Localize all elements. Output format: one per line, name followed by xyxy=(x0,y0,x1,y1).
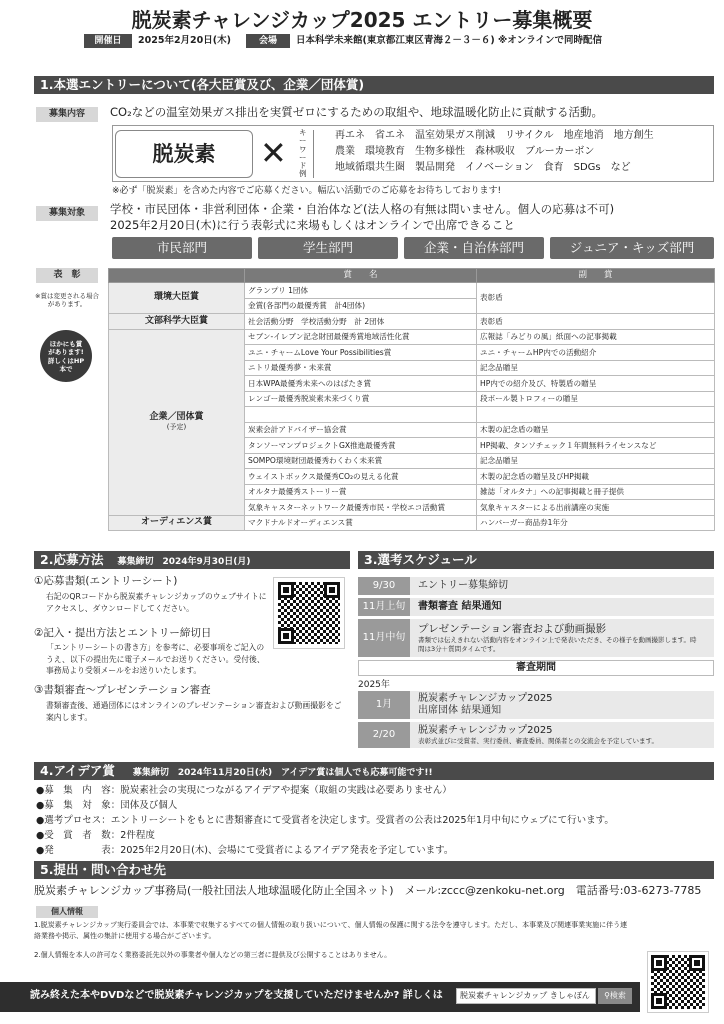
award-extra: 気象キャスターによる出前講座の実施 xyxy=(477,500,715,516)
award-extra: 記念品贈呈 xyxy=(477,360,715,376)
step-body: 右記のQRコードから脱炭素チャレンジカップのウェブサイトにアクセスし、ダウンロードしてください。 xyxy=(46,592,267,613)
award-name: ユニ・チャームLove Your Possibilities賞 xyxy=(245,345,477,361)
footer-text: 読み終えた本やDVDなどで脱炭素チャレンジカップを支援していただけませんか? 詳しくは xyxy=(30,990,443,1001)
step-body: 「エントリーシートの書き方」を参考に、必要事項をご記入のうえ、以下の提出先に電子メールでお送りください。受付後、事務局より受領メールをお送りいたします。 xyxy=(46,643,265,676)
more-awards-bubble: ほかにも賞があります!詳しくはHP本で xyxy=(40,330,92,382)
section2-heading xyxy=(34,551,350,569)
award-tag: 表 彰 xyxy=(36,268,98,283)
schedule-text: エントリー募集締切 xyxy=(418,579,508,591)
schedule-text: 脱炭素チャレンジカップ2025 xyxy=(418,724,553,736)
step-body: 書類審査後、通過団体にはオンラインのプレゼンテーション審査および動画撮影をご案内します。 xyxy=(46,701,342,722)
idea-item: ●募 集 対 象：団体及び個人 xyxy=(36,800,178,811)
category-pill: 市民部門 xyxy=(112,237,252,259)
schedule-cell xyxy=(410,623,698,653)
schedule-date: 11月上旬 xyxy=(358,598,410,616)
schedule-date: 2/20 xyxy=(358,722,410,748)
award-extra: 表彰盾 xyxy=(477,283,715,314)
award-category-label: 文部科学大臣賞 xyxy=(144,315,208,326)
schedule-row xyxy=(358,691,714,719)
award-category xyxy=(109,329,245,515)
date-label: 開催日 xyxy=(84,34,132,48)
page-title: 脱炭素チャレンジカップ2025 エントリー募集概要 xyxy=(131,8,593,32)
schedule-text: 脱炭素チャレンジカップ2025 xyxy=(418,692,553,704)
section5-heading: 5.提出・問い合わせ先 xyxy=(34,861,714,879)
award-name: オルタナ最優秀ストーリー賞 xyxy=(245,484,477,500)
schedule-date: 9/30 xyxy=(358,577,410,595)
section1-heading: 1.本選エントリーについて(各大臣賞及び、企業／団体賞) xyxy=(34,76,714,94)
award-category xyxy=(109,515,245,531)
award-category-label: 環境大臣賞 xyxy=(153,292,199,303)
event-venue: 日本科学未来館(東京都江東区青海２－３－６) ※オンラインで同時配信 xyxy=(296,35,602,46)
section2-deadline: 募集締切 2024年9月30日(月) xyxy=(117,557,251,567)
privacy-tag: 個人情報 xyxy=(36,906,98,918)
target-tag: 募集対象 xyxy=(36,206,98,221)
award-name: 炭素会計アドバイザー協会賞 xyxy=(245,422,477,438)
award-category-label: オーディエンス賞 xyxy=(140,517,212,528)
times-icon: ✕ xyxy=(260,134,287,172)
schedule-cell xyxy=(410,693,553,718)
section4-heading xyxy=(34,762,714,780)
category-pill: 学生部門 xyxy=(258,237,398,259)
review-period: 審査期間 xyxy=(358,660,714,676)
award-extra: 木製の記念盾の贈呈及びHP掲載 xyxy=(477,469,715,485)
section4-deadline: 募集締切 2024年11月20日(水) アイデア賞は個人でも応募可能です!! xyxy=(132,768,433,778)
schedule-sub: 書類では伝えきれない活動内容をオンライン上で発表いただき、その様子を動画撮影します。時間は3分＋質問タイムです。 xyxy=(418,636,697,653)
contact-info: 脱炭素チャレンジカップ事務局(一般社団法人地球温暖化防止全国ネット) メール:zccc@zenkoku-net.org 電話番号:03-6273-7785 xyxy=(34,884,702,897)
award-name: SOMPO環境財団最優秀わくわく未来賞 xyxy=(245,453,477,469)
privacy-text: 1.脱炭素チャレンジカップ実行委員会では、本事業で収集するすべての個人情報の取り扱いについて、個人情報の保護に関する法令を遵守します。ただし、本事業及び関連事業実施に伴う連絡業務や掲示、属性の集計に使用する場合がございます。 xyxy=(34,921,628,940)
keyword-divider xyxy=(313,130,314,178)
keyword-box xyxy=(112,125,714,182)
venue-label: 会場 xyxy=(246,34,290,48)
footer-search-button[interactable] xyxy=(598,988,632,1004)
target-line: 2025年2月20日(木)に行う表彰式に来場もしくはオンラインで出席できること xyxy=(110,218,515,232)
keyword-line: 農業 環境教育 生物多様性 森林吸収 ブルーカーボン xyxy=(335,146,595,157)
award-extra: ユニ・チャームHP内での活動紹介 xyxy=(477,345,715,361)
section2-title: 2.応募方法 xyxy=(40,552,104,567)
award-extra xyxy=(477,407,715,423)
award-row xyxy=(109,283,715,299)
step-title: ③書類審査～プレゼンテーション審査 xyxy=(34,684,211,696)
schedule-row xyxy=(358,619,714,657)
award-extra: 広報誌「みどりの風」紙面への記事掲載 xyxy=(477,329,715,345)
search-button-label: 検索 xyxy=(609,991,626,1000)
award-extra: 記念品贈呈 xyxy=(477,453,715,469)
award-name: タンソーマンプロジェクトGX推進最優秀賞 xyxy=(245,438,477,454)
award-name: ニトリ最優秀夢・未来賞 xyxy=(245,360,477,376)
qr-finder xyxy=(689,955,705,971)
footer-qr-code[interactable] xyxy=(648,952,708,1012)
award-extra: 表彰盾 xyxy=(477,314,715,330)
schedule-sub: 表彰式並びに受賞者、実行委員、審査委員、関係者との交流会を予定しています。 xyxy=(418,737,658,746)
keyword-line: 地域循環共生圏 製品開発 イノベーション 食育 SDGs など xyxy=(335,162,631,173)
qr-finder xyxy=(324,582,340,598)
award-category xyxy=(109,283,245,314)
award-extra: 段ボール製トロフィーの贈呈 xyxy=(477,391,715,407)
award-row xyxy=(109,329,715,345)
idea-item: ●募 集 内 容：脱炭素社会の実現につながるアイデアや提案（取組の実践は必要ありません） xyxy=(36,785,452,796)
schedule-row xyxy=(358,577,714,595)
content-text: CO₂などの温室効果ガス排出を実質ゼロにするための取組や、地球温暖化防止に貢献する活動。 xyxy=(110,105,603,119)
schedule-cell xyxy=(410,725,658,746)
schedule-year: 2025年 xyxy=(358,680,390,690)
event-date: 2025年2月20日(木) xyxy=(138,35,231,46)
schedule-date: 1月 xyxy=(358,691,410,719)
idea-item: ●発 表：2025年2月20日(木)、会場にて受賞者によるアイデア発表を予定しています。 xyxy=(36,845,454,856)
award-name: 社会活動分野 学校活動分野 計 2団体 xyxy=(245,314,477,330)
keyword-main-box: 脱炭素 xyxy=(115,130,253,178)
qr-finder xyxy=(278,628,294,644)
award-name: 金賞(各部門の最優秀賞 計4団体) xyxy=(245,298,477,314)
award-name: 日本WPA最優秀未来へのはばたき賞 xyxy=(245,376,477,392)
category-pill: ジュニア・キッズ部門 xyxy=(550,237,714,259)
award-name: セブン-イレブン記念財団最優秀賞地域活性化賞 xyxy=(245,329,477,345)
qr-code[interactable] xyxy=(274,578,344,648)
qr-finder xyxy=(651,993,667,1009)
schedule-row xyxy=(358,722,714,748)
search-icon: ⚲ xyxy=(604,991,610,1000)
award-name: ウェイストボックス最優秀CO₂の見える化賞 xyxy=(245,469,477,485)
footer-search-input[interactable]: 脱炭素チャレンジカップ きしゃぽん xyxy=(456,988,596,1004)
schedule-row xyxy=(358,598,714,616)
category-pill: 企業・自治体部門 xyxy=(404,237,544,259)
content-tag: 募集内容 xyxy=(36,107,98,122)
award-category-sub: (予定) xyxy=(166,423,187,432)
award-name: 気象キャスターネットワーク最優秀市民・学校エコ活動賞 xyxy=(245,500,477,516)
step-title: ②記入・提出方法とエントリー締切日 xyxy=(34,627,212,639)
idea-item: ●受 賞 者 数：2件程度 xyxy=(36,830,155,841)
award-extra: ハンバーガー商品券1年分 xyxy=(477,515,715,531)
award-extra: 雑誌「オルタナ」への記事掲載と冊子提供 xyxy=(477,484,715,500)
extra-column-header: 副 賞 xyxy=(477,269,715,283)
privacy-text: 2.個人情報を本人の許可なく業務委託先以外の事業者や個人などの第三者に提供及び公開することはありません。 xyxy=(34,951,392,959)
section3-heading: 3.選考スケジュール xyxy=(358,551,714,569)
qr-finder xyxy=(278,582,294,598)
award-note: ※賞は変更される場合があります。 xyxy=(35,292,99,309)
award-category xyxy=(109,314,245,330)
award-column-header: 賞 名 xyxy=(245,269,477,283)
schedule-text: プレゼンテーション審査および動画撮影 xyxy=(418,623,607,635)
step-title: ①応募書類(エントリーシート) xyxy=(34,575,178,587)
idea-item: ●選考プロセス：エントリーシートをもとに書類審査にて受賞者を決定します。受賞者の公表は2025年1月中旬にウェブにて行います。 xyxy=(36,815,614,826)
award-extra: HP掲載、タンソチェック１年間無料ライセンスなど xyxy=(477,438,715,454)
content-note: ※必ず「脱炭素」を含めた内容でご応募ください。幅広い活動でのご応募をお待ちしております! xyxy=(112,186,502,196)
award-table-header-empty xyxy=(109,269,245,283)
award-category-label: 企業／団体賞 xyxy=(149,412,204,422)
keyword-label: キーワード例 xyxy=(299,128,307,179)
award-row xyxy=(109,314,715,330)
schedule-date: 11月中旬 xyxy=(358,619,410,657)
award-name: マクドナルドオーディエンス賞 xyxy=(245,515,477,531)
target-line: 学校・市民団体・非営利団体・企業・自治体など(法人格の有無は問いません。個人の応募は不可) xyxy=(110,202,615,216)
award-name xyxy=(245,407,477,423)
award-table xyxy=(108,268,715,531)
award-extra: HP内での紹介及び、特製盾の贈呈 xyxy=(477,376,715,392)
award-extra: 木製の記念盾の贈呈 xyxy=(477,422,715,438)
award-name: グランプリ 1団体 xyxy=(245,283,477,299)
section4-title: 4.アイデア賞 xyxy=(40,763,115,778)
award-name: レンゴー最優秀脱炭素未来づくり賞 xyxy=(245,391,477,407)
award-row xyxy=(109,515,715,531)
schedule-text: 書類審査 結果通知 xyxy=(418,600,502,612)
keyword-line: 再エネ 省エネ 温室効果ガス削減 リサイクル 地産地消 地方創生 xyxy=(335,130,654,141)
schedule-text: 出席団体 結果通知 xyxy=(418,705,502,716)
qr-finder xyxy=(651,955,667,971)
